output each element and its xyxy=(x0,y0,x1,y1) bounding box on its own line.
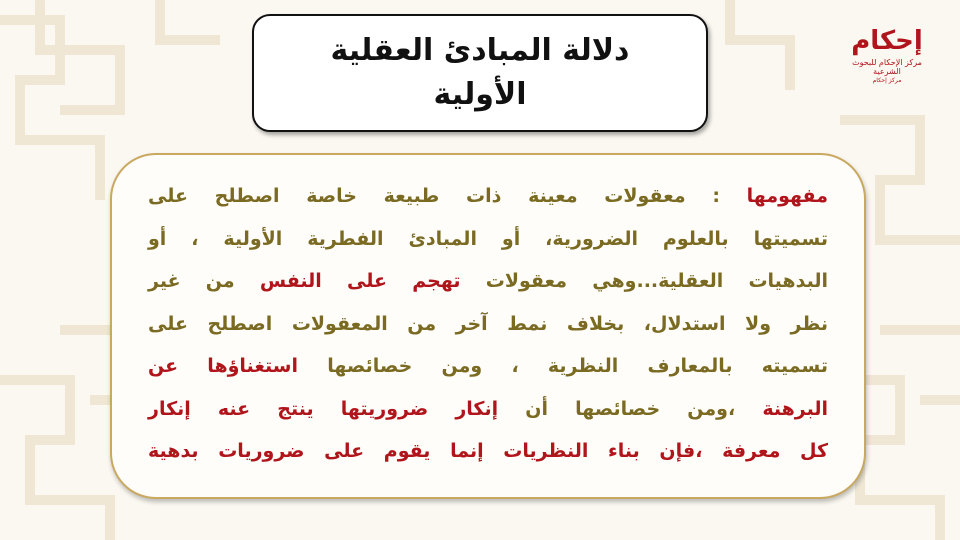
logo-name: إحكام xyxy=(851,26,923,56)
highlighted-text-segment: إنكار ضروريتها ينتج عنه إنكار xyxy=(148,397,499,420)
highlighted-text-segment: كل معرفة ،فإن بناء النظريات إنما يقوم على ضروريات بدهية xyxy=(148,440,828,462)
content-line xyxy=(148,430,828,473)
content-paragraph xyxy=(148,175,828,473)
highlighted-text-segment: البرهنة xyxy=(762,397,828,420)
logo-subtitle: مركز الإحكام للبحوث الشرعية xyxy=(852,58,922,76)
content-text-segment: تسميتها بالعلوم الضرورية، أو المبادئ الفطرية الأولية ، أو xyxy=(148,227,828,250)
highlighted-text-segment: مفهومها xyxy=(746,185,828,207)
content-text-segment: نظر ولا استدلال، بخلاف نمط آخر من المعقولات اصطلح على xyxy=(148,312,828,335)
content-box xyxy=(110,153,866,499)
title-box xyxy=(252,14,708,132)
content-line xyxy=(148,260,828,303)
content-text-segment: تسميته بالمعارف النظرية ، ومن خصائصها xyxy=(298,355,828,377)
content-line xyxy=(148,388,828,431)
content-line xyxy=(148,303,828,346)
content-line xyxy=(148,218,828,261)
highlighted-text-segment: تهجم على النفس xyxy=(259,270,461,292)
highlighted-text-segment: استغناؤها عن xyxy=(148,355,298,377)
content-text-segment: البدهيات العقلية...وهي معقولات xyxy=(460,270,828,292)
content-text-segment: : معقولات معينة ذات طبيعة خاصة اصطلح على xyxy=(148,185,747,207)
content-text-segment: من غير xyxy=(148,270,260,292)
brand-logo xyxy=(840,26,934,96)
logo-tagline: مركز إحكام xyxy=(872,77,902,84)
content-text-segment: ،ومن خصائصها أن xyxy=(498,397,763,420)
content-line xyxy=(148,175,828,218)
slide-title: دلالة المبادئ العقلية الأولية xyxy=(330,33,630,112)
content-line xyxy=(148,345,828,388)
